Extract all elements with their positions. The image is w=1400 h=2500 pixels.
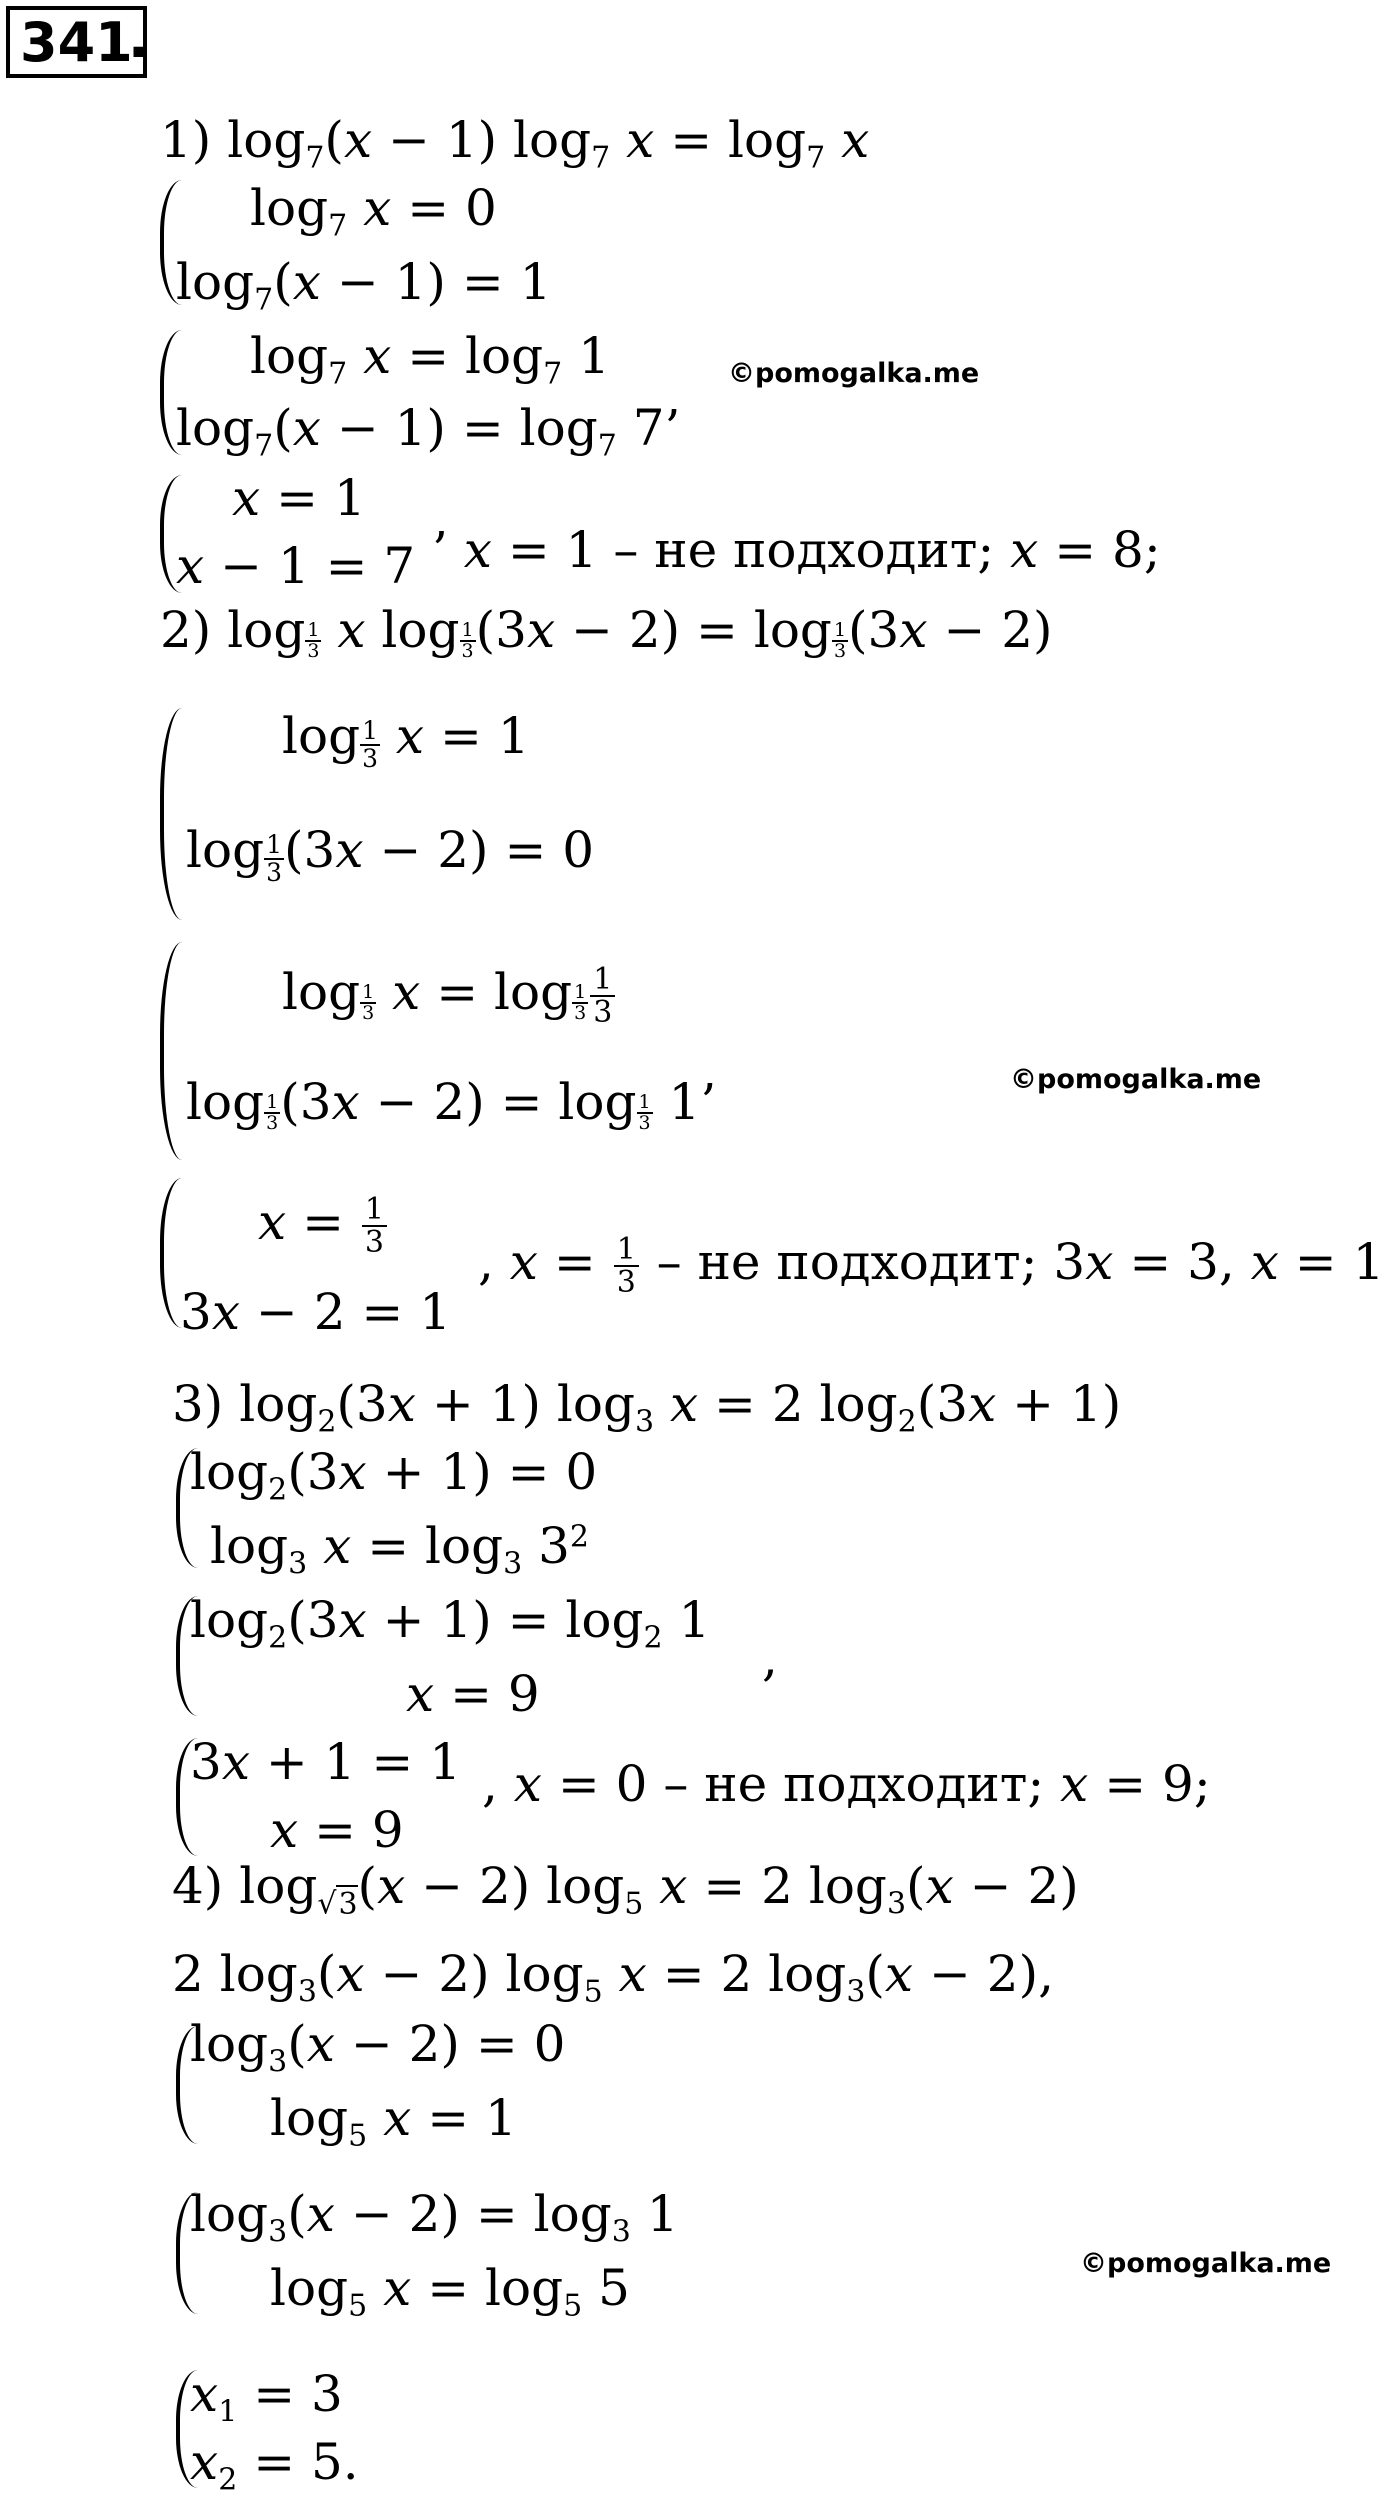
- part2-system1-eq1: log $\frac{1}{3}$ x = 1: [282, 707, 530, 773]
- part2-system2-eq2: log $\frac{1}{3}$ (3x − 2) = log $\frac{1}{3}$ 1’: [186, 1073, 717, 1135]
- watermark: ©pomogalka.me: [1010, 1064, 1262, 1095]
- part4-system1-eq2: $\log_5 x = 1$: [270, 2089, 517, 2154]
- part2-answer: , x = $\frac{1}{3}$ – не подходит; 3x = 3, x = 1: [478, 1231, 1385, 1300]
- part2-system3-eq1: x = $\frac{1}{3}$: [258, 1192, 389, 1259]
- part1-system2-eq1: $\log_7 x = \log_7 1$: [250, 327, 610, 392]
- part1-system3-eq2: x − 1 = 7: [176, 537, 416, 595]
- part2-equation: 2) log $\frac{1}{3}$ x log $\frac{1}{3}$ (3x − 2) = log $\frac{1}{3}$ (3x − 2): [160, 601, 1053, 663]
- part2-system1-eq2: log $\frac{1}{3}$ (3x − 2) = 0: [186, 821, 595, 887]
- part1-answer: ’ x = 1 – не подходит; x = 8;: [432, 521, 1161, 579]
- part3-system1-eq2: $\log_3 x = \log_3 3^2$: [210, 1517, 589, 1582]
- part1-system3-eq1: x = 1: [232, 469, 366, 527]
- part4-system2-eq1: $\log_3(x - 2) = \log_3 1$: [190, 2185, 679, 2250]
- problem-number-dot: .: [128, 7, 149, 70]
- problem-number-text: 341: [20, 11, 133, 74]
- part3-system2-eq2: x = 9: [406, 1665, 540, 1723]
- part3-system2-eq1: $\log_2(3x + 1) = \log_2 1$: [190, 1591, 711, 1656]
- part4-system3-eq2: $x_2 = 5$.: [190, 2433, 359, 2498]
- part2-system2-eq1: log $\frac{1}{3}$ x = log $\frac{1}{3}$ $\frac{1}{3}$: [282, 962, 617, 1029]
- part3-answer: , x = 0 – не подходит; x = 9;: [482, 1755, 1211, 1813]
- part4-system3-eq1: $x_1 = 3$: [190, 2365, 343, 2430]
- part1-system1-eq2: $\log_7(x - 1) = 1$: [176, 253, 552, 318]
- problem-number: [6, 6, 147, 78]
- part4-system2-eq2: $\log_5 x = \log_5 5$: [270, 2259, 630, 2324]
- part2-system3-eq2: 3x − 2 = 1: [180, 1283, 452, 1341]
- part1-system2-eq2: $\log_7(x - 1) = \log_7 7$’: [176, 399, 681, 464]
- part3-system3-eq2: x = 9: [270, 1801, 404, 1859]
- part3-system1-eq1: $\log_2(3x + 1) = 0$: [190, 1443, 598, 1508]
- part1-system1-eq1: $\log_7 x = 0$: [250, 179, 497, 244]
- part4-equation: 4) $\log_{√3}(x - 2)$ $\log_5 x = 2$ $\log_3(x - 2)$: [172, 1857, 1079, 1922]
- part1-equation: 1) $\log_7(x - 1)$ $\log_7 x = \log_7 x$: [160, 111, 870, 176]
- part3-system2-comma: ,: [762, 1629, 778, 1687]
- part2-system1-brace: [160, 708, 182, 920]
- part3-system3-eq1: 3x + 1 = 1: [190, 1733, 462, 1791]
- part2-system2-brace: [160, 942, 182, 1160]
- part4-equation-rewritten: 2 $\log_3(x - 2)$ $\log_5 x = 2$ $\log_3(x - 2)$,: [172, 1945, 1055, 2010]
- watermark: ©pomogalka.me: [1080, 2248, 1332, 2279]
- part4-system1-eq1: $\log_3(x - 2) = 0$: [190, 2015, 566, 2080]
- part3-equation: 3) $\log_2(3x + 1)$ $\log_3 x = 2$ $\log_2(3x + 1)$: [172, 1375, 1122, 1440]
- watermark: ©pomogalka.me: [728, 358, 980, 389]
- part2-system3-brace: [160, 1178, 182, 1328]
